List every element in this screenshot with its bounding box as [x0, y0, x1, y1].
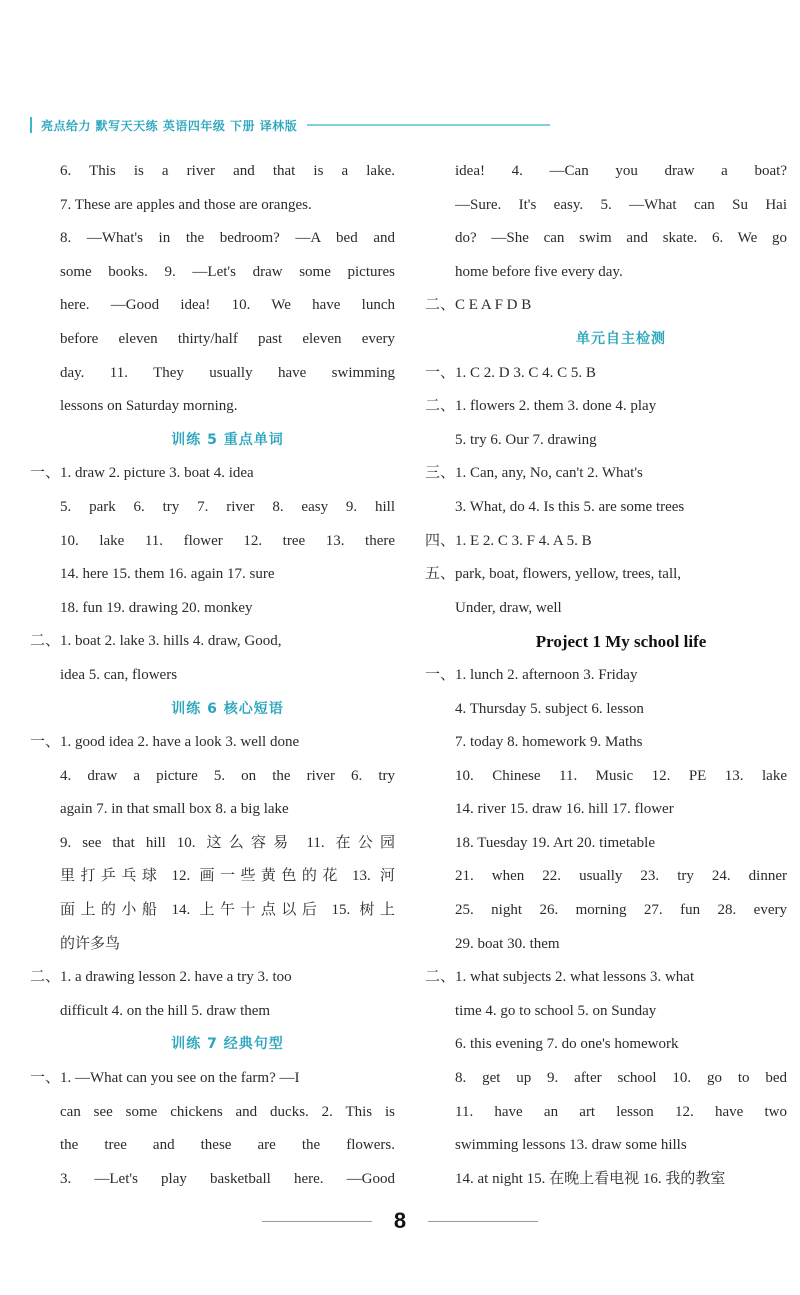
answer-line: 二、C E A F D B: [425, 297, 532, 314]
answer-line: 8. —What's in the bedroom? —A bed and: [60, 230, 395, 247]
section-title: 单元自主检测: [576, 330, 666, 347]
answer-line: 三、1. Can, any, No, can't 2. What's: [425, 465, 643, 482]
answer-line: do? —She can swim and skate. 6. We go: [455, 230, 787, 247]
section-title: 训练 6 核心短语: [171, 700, 284, 717]
section-title: 训练 7 经典句型: [171, 1036, 284, 1053]
footer-rule-left: [262, 1221, 372, 1222]
answer-line: 25. night 26. morning 27. fun 28. every: [455, 902, 787, 919]
answer-line: 3. —Let's play basketball here. —Good: [60, 1170, 395, 1187]
footer-rule-right: [428, 1221, 538, 1222]
answer-line: Under, draw, well: [455, 599, 562, 616]
right-column: [425, 155, 787, 1196]
answer-line: 7. These are apples and those are oranges.: [60, 196, 312, 213]
answer-line: 4. draw a picture 5. on the river 6. try: [60, 767, 395, 784]
answer-line: difficult 4. on the hill 5. draw them: [60, 1002, 271, 1019]
page-footer: [0, 1203, 800, 1239]
answer-line: 10. lake 11. flower 12. tree 13. there: [60, 532, 395, 549]
answer-line: 14. here 15. them 16. again 17. sure: [60, 566, 275, 583]
answer-line: again 7. in that small box 8. a big lake: [60, 801, 289, 818]
answer-line: 五、park, boat, flowers, yellow, trees, tall,: [425, 566, 682, 583]
answer-line: 5. try 6. Our 7. drawing: [455, 431, 597, 448]
answer-line: 10. Chinese 11. Music 12. PE 13. lake: [455, 767, 787, 784]
section-title: 训练 5 重点单词: [171, 431, 284, 448]
answer-line: 一、1. good idea 2. have a look 3. well done: [30, 734, 300, 751]
answer-line: 11. have an art lesson 12. have two: [455, 1103, 787, 1120]
answer-line: 29. boat 30. them: [455, 935, 560, 952]
answer-line: before eleven thirty/half past eleven every: [60, 330, 395, 347]
answer-line: time 4. go to school 5. on Sunday: [455, 1002, 657, 1019]
header-rule: [307, 124, 550, 126]
answer-line: 6. this evening 7. do one's homework: [455, 1036, 679, 1053]
answer-line: 18. fun 19. drawing 20. monkey: [60, 599, 253, 616]
answer-line: 一、1. —What can you see on the farm? —I: [30, 1070, 300, 1087]
answer-line: here. —Good idea! 10. We have lunch: [60, 297, 395, 314]
answer-line: lessons on Saturday morning.: [60, 398, 238, 415]
answer-line: 18. Tuesday 19. Art 20. timetable: [455, 834, 655, 851]
answer-line: swimming lessons 13. draw some hills: [455, 1137, 687, 1154]
header-accent-bar: [30, 117, 35, 133]
section-title: Project 1 My school life: [535, 632, 707, 652]
answer-line: 21. when 22. usually 23. try 24. dinner: [455, 868, 787, 885]
answer-line: day. 11. They usually have swimming: [60, 364, 395, 381]
answer-line: 14. at night 15. 在晚上看电视 16. 我的教室: [455, 1170, 726, 1187]
answer-line: 二、1. a drawing lesson 2. have a try 3. too: [30, 969, 292, 986]
answer-line: 7. today 8. homework 9. Maths: [455, 734, 643, 751]
answer-line: 二、1. what subjects 2. what lessons 3. what: [425, 969, 695, 986]
answer-line: idea! 4. —Can you draw a boat?: [455, 163, 787, 179]
answer-line: 9. see that hill 10. 这么容易 11. 在公园: [60, 834, 395, 851]
answer-line: 3. What, do 4. Is this 5. are some trees: [455, 498, 685, 515]
answer-line: 四、1. E 2. C 3. F 4. A 5. B: [425, 532, 592, 549]
answer-line: home before five every day.: [455, 263, 623, 280]
answer-line: can see some chickens and ducks. 2. This is: [60, 1103, 395, 1120]
answer-line: 二、1. flowers 2. them 3. done 4. play: [425, 398, 657, 415]
answer-line: 二、1. boat 2. lake 3. hills 4. draw, Good,: [30, 633, 282, 650]
answer-line: 一、1. lunch 2. afternoon 3. Friday: [425, 666, 638, 683]
page-number: 8: [393, 1208, 407, 1233]
answer-line: idea 5. can, flowers: [60, 666, 178, 683]
left-column: [30, 155, 395, 1196]
header-title: 亮点给力 默写天天练 英语四年级 下册 译林版: [41, 118, 298, 133]
running-header: [30, 114, 550, 136]
answer-line: 4. Thursday 5. subject 6. lesson: [455, 700, 644, 717]
answer-line: 5. park 6. try 7. river 8. easy 9. hill: [60, 498, 395, 515]
answer-line: some books. 9. —Let's draw some pictures: [60, 263, 395, 280]
answer-line: 6. This is a river and that is a lake.: [60, 163, 395, 179]
answer-line: 一、1. C 2. D 3. C 4. C 5. B: [425, 364, 596, 381]
answer-line: —Sure. It's easy. 5. —What can Su Hai: [455, 196, 787, 213]
answer-line: the tree and these are the flowers.: [60, 1137, 395, 1154]
answer-line: 里打乒乓球 12. 画一些黄色的花 13. 河: [60, 868, 395, 885]
answer-line: 面上的小船 14. 上午十点以后 15. 树上: [60, 902, 395, 919]
answer-line: 8. get up 9. after school 10. go to bed: [455, 1070, 787, 1087]
answer-line: 14. river 15. draw 16. hill 17. flower: [455, 801, 674, 818]
answer-line: 的许多鸟: [60, 935, 121, 952]
answer-line: 一、1. draw 2. picture 3. boat 4. idea: [30, 465, 254, 482]
